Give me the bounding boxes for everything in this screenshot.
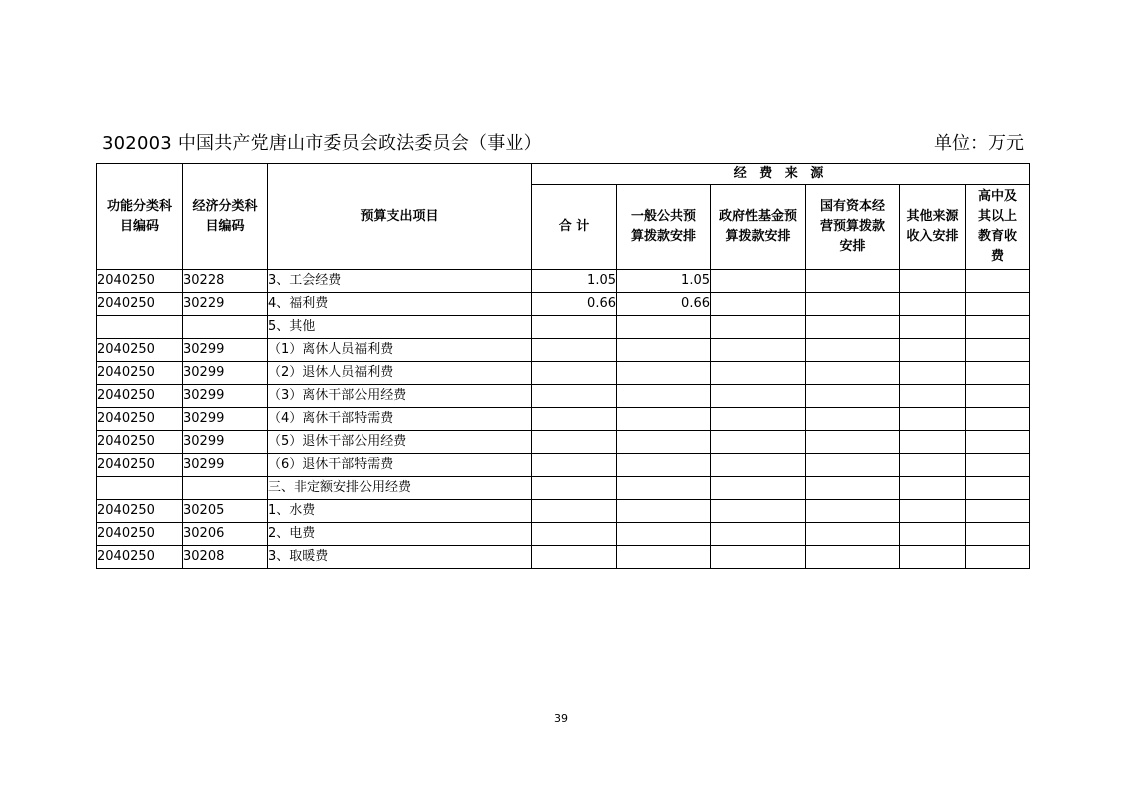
other-cell — [900, 500, 966, 523]
header-other: 其他来源收入安排 — [900, 185, 966, 270]
func-code-cell: 2040250 — [97, 270, 183, 293]
total-cell — [532, 454, 617, 477]
higher-edu-cell — [966, 408, 1030, 431]
higher-edu-cell — [966, 454, 1030, 477]
other-cell — [900, 431, 966, 454]
gov-fund-cell — [711, 408, 806, 431]
other-cell — [900, 385, 966, 408]
other-cell — [900, 408, 966, 431]
general-cell — [617, 523, 711, 546]
higher-edu-cell — [966, 293, 1030, 316]
total-cell — [532, 431, 617, 454]
higher-edu-cell — [966, 546, 1030, 569]
general-cell: 1.05 — [617, 270, 711, 293]
item-cell: （2）退休人员福利费 — [268, 362, 532, 385]
header-state-capital: 国有资本经营预算拨款安排 — [806, 185, 900, 270]
gov-fund-cell — [711, 316, 806, 339]
header-general: 一般公共预算拨款安排 — [617, 185, 711, 270]
gov-fund-cell — [711, 339, 806, 362]
item-cell: 三、非定额安排公用经费 — [268, 477, 532, 500]
state-capital-cell — [806, 477, 900, 500]
general-cell — [617, 339, 711, 362]
gov-fund-cell — [711, 500, 806, 523]
func-code-cell: 2040250 — [97, 523, 183, 546]
state-capital-cell — [806, 546, 900, 569]
header-gov-fund: 政府性基金预算拨款安排 — [711, 185, 806, 270]
gov-fund-cell — [711, 270, 806, 293]
other-cell — [900, 339, 966, 362]
other-cell — [900, 523, 966, 546]
table-row — [97, 339, 1030, 362]
table-row — [97, 385, 1030, 408]
document-title: 302003 中国共产党唐山市委员会政法委员会（事业） — [102, 133, 542, 154]
state-capital-cell — [806, 362, 900, 385]
func-code-cell: 2040250 — [97, 362, 183, 385]
econ-code-cell: 30208 — [183, 546, 268, 569]
other-cell — [900, 270, 966, 293]
state-capital-cell — [806, 500, 900, 523]
func-code-cell: 2040250 — [97, 293, 183, 316]
item-cell: 5、其他 — [268, 316, 532, 339]
econ-code-cell: 30299 — [183, 454, 268, 477]
gov-fund-cell — [711, 431, 806, 454]
table-row — [97, 500, 1030, 523]
total-cell — [532, 385, 617, 408]
func-code-cell: 2040250 — [97, 339, 183, 362]
total-cell — [532, 316, 617, 339]
gov-fund-cell — [711, 362, 806, 385]
other-cell — [900, 477, 966, 500]
gov-fund-cell — [711, 454, 806, 477]
econ-code-cell: 30299 — [183, 431, 268, 454]
total-cell — [532, 546, 617, 569]
higher-edu-cell — [966, 523, 1030, 546]
state-capital-cell — [806, 385, 900, 408]
table-body — [97, 270, 1030, 569]
total-cell: 1.05 — [532, 270, 617, 293]
higher-edu-cell — [966, 385, 1030, 408]
table-row — [97, 270, 1030, 293]
total-cell — [532, 408, 617, 431]
func-code-cell: 2040250 — [97, 500, 183, 523]
table-row — [97, 408, 1030, 431]
general-cell — [617, 408, 711, 431]
table-row — [97, 293, 1030, 316]
gov-fund-cell — [711, 385, 806, 408]
table-row — [97, 362, 1030, 385]
table-row — [97, 454, 1030, 477]
func-code-cell: 2040250 — [97, 546, 183, 569]
gov-fund-cell — [711, 477, 806, 500]
item-cell: 1、水费 — [268, 500, 532, 523]
general-cell — [617, 454, 711, 477]
higher-edu-cell — [966, 477, 1030, 500]
state-capital-cell — [806, 316, 900, 339]
econ-code-cell: 30299 — [183, 385, 268, 408]
item-cell: （4）离休干部特需费 — [268, 408, 532, 431]
state-capital-cell — [806, 454, 900, 477]
total-cell — [532, 523, 617, 546]
header-higher-edu: 高中及其以上教育收费 — [966, 185, 1030, 270]
item-cell: （5）退休干部公用经费 — [268, 431, 532, 454]
total-cell — [532, 500, 617, 523]
header-econ-code: 经济分类科目编码 — [183, 164, 268, 270]
econ-code-cell: 30206 — [183, 523, 268, 546]
econ-code-cell: 30299 — [183, 339, 268, 362]
item-cell: 3、工会经费 — [268, 270, 532, 293]
item-cell: （3）离休干部公用经费 — [268, 385, 532, 408]
higher-edu-cell — [966, 316, 1030, 339]
higher-edu-cell — [966, 339, 1030, 362]
other-cell — [900, 454, 966, 477]
func-code-cell: 2040250 — [97, 431, 183, 454]
header-source-group: 经 费 来 源 — [532, 164, 1030, 185]
state-capital-cell — [806, 408, 900, 431]
item-cell: 2、电费 — [268, 523, 532, 546]
econ-code-cell: 30299 — [183, 362, 268, 385]
total-cell — [532, 362, 617, 385]
gov-fund-cell — [711, 523, 806, 546]
item-cell: 3、取暖费 — [268, 546, 532, 569]
func-code-cell — [97, 316, 183, 339]
item-cell: 4、福利费 — [268, 293, 532, 316]
func-code-cell — [97, 477, 183, 500]
state-capital-cell — [806, 523, 900, 546]
general-cell — [617, 362, 711, 385]
page-number: 39 — [554, 712, 568, 725]
general-cell — [617, 477, 711, 500]
table-row — [97, 477, 1030, 500]
table-row — [97, 316, 1030, 339]
econ-code-cell: 30299 — [183, 408, 268, 431]
budget-table — [96, 163, 1030, 569]
table-row — [97, 546, 1030, 569]
item-cell: （6）退休干部特需费 — [268, 454, 532, 477]
other-cell — [900, 293, 966, 316]
state-capital-cell — [806, 270, 900, 293]
econ-code-cell: 30228 — [183, 270, 268, 293]
higher-edu-cell — [966, 431, 1030, 454]
other-cell — [900, 316, 966, 339]
other-cell — [900, 546, 966, 569]
table-header — [97, 164, 1030, 270]
econ-code-cell — [183, 477, 268, 500]
total-cell: 0.66 — [532, 293, 617, 316]
item-cell: （1）离休人员福利费 — [268, 339, 532, 362]
unit-label: 单位：万元 — [934, 133, 1024, 154]
general-cell — [617, 385, 711, 408]
table-row — [97, 431, 1030, 454]
general-cell — [617, 546, 711, 569]
higher-edu-cell — [966, 270, 1030, 293]
header-item: 预算支出项目 — [268, 164, 532, 270]
header-total: 合 计 — [532, 185, 617, 270]
table-row — [97, 523, 1030, 546]
other-cell — [900, 362, 966, 385]
higher-edu-cell — [966, 362, 1030, 385]
func-code-cell: 2040250 — [97, 385, 183, 408]
total-cell — [532, 477, 617, 500]
state-capital-cell — [806, 293, 900, 316]
general-cell — [617, 431, 711, 454]
header-func-code: 功能分类科目编码 — [97, 164, 183, 270]
general-cell — [617, 500, 711, 523]
gov-fund-cell — [711, 293, 806, 316]
gov-fund-cell — [711, 546, 806, 569]
func-code-cell: 2040250 — [97, 408, 183, 431]
state-capital-cell — [806, 431, 900, 454]
total-cell — [532, 339, 617, 362]
econ-code-cell: 30229 — [183, 293, 268, 316]
econ-code-cell: 30205 — [183, 500, 268, 523]
econ-code-cell — [183, 316, 268, 339]
higher-edu-cell — [966, 500, 1030, 523]
func-code-cell: 2040250 — [97, 454, 183, 477]
general-cell: 0.66 — [617, 293, 711, 316]
state-capital-cell — [806, 339, 900, 362]
general-cell — [617, 316, 711, 339]
